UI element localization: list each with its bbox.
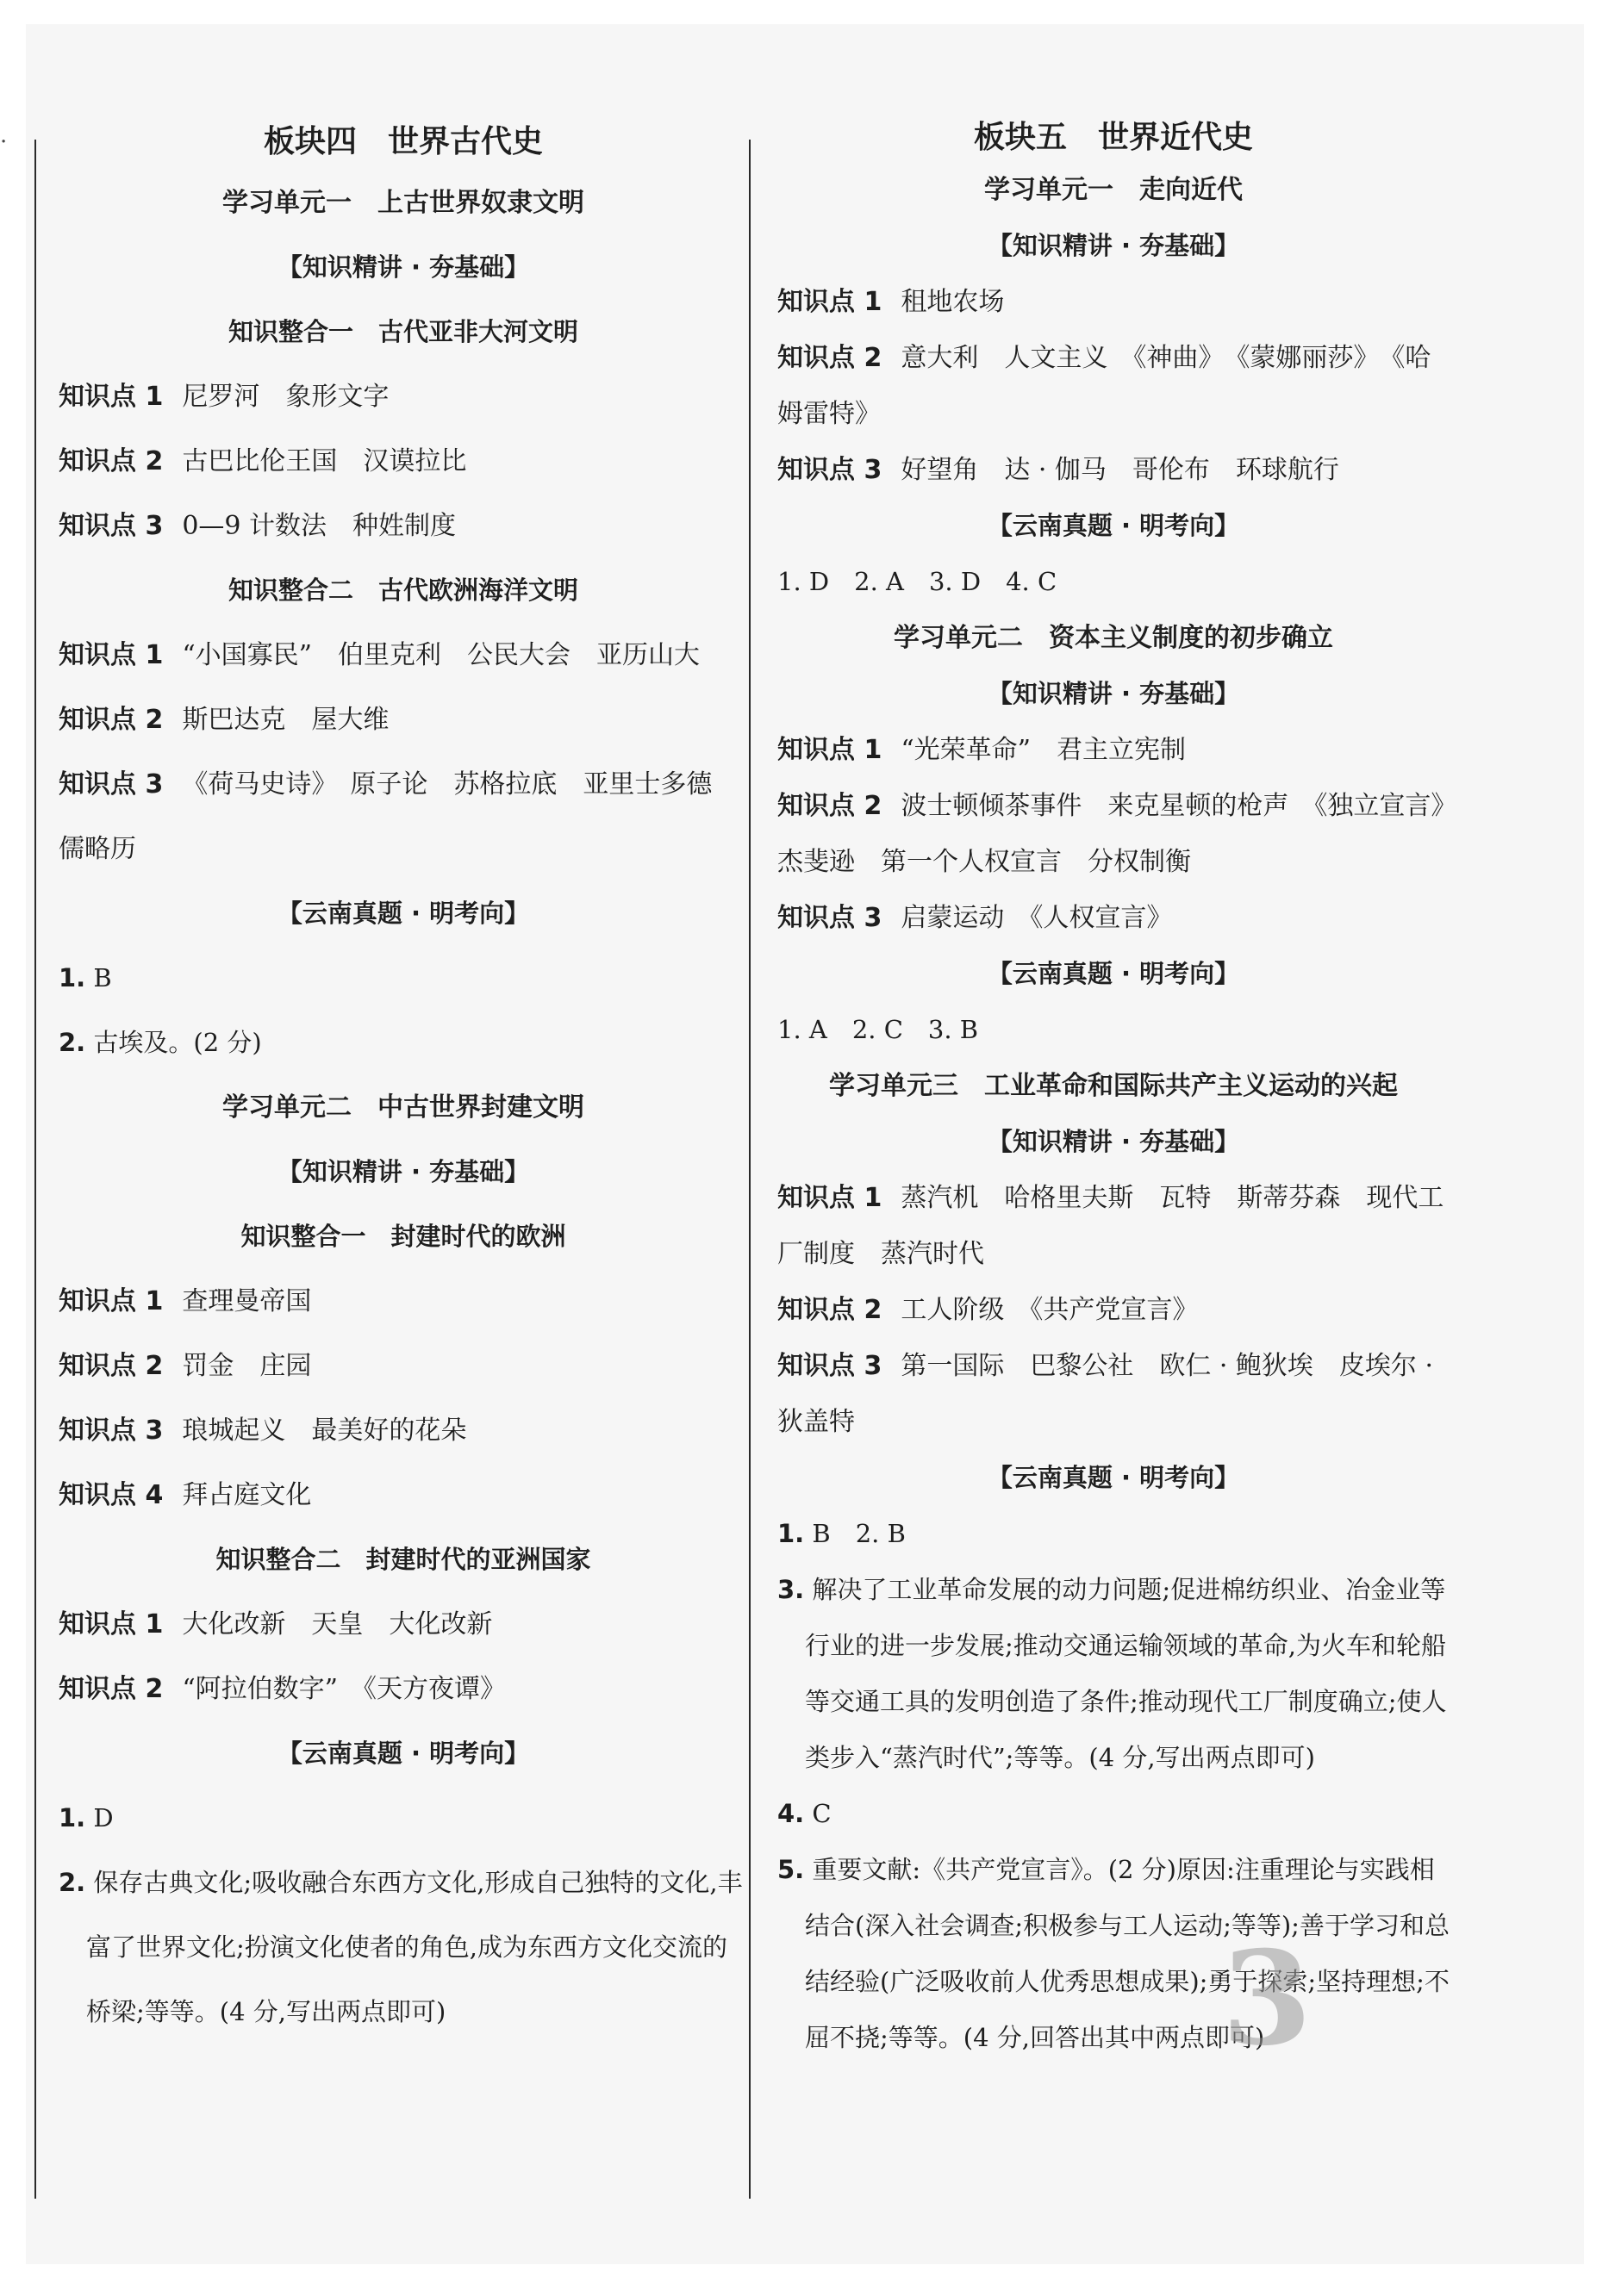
knowledge-point: 知识点 3 0—9 计数法 种姓制度 — [59, 511, 457, 541]
answer-item: 2. 古埃及。(2 分) — [59, 1028, 262, 1057]
section-head-exam: 【云南真题 · 明考向】 — [277, 1739, 530, 1768]
answer-item: 1. B — [59, 963, 112, 992]
knowledge-point: 知识点 3 第一国际 巴黎公社 欧仁 · 鲍狄埃 皮埃尔 · 狄盖特 — [777, 1351, 1434, 1437]
section-head-exam: 【云南真题 · 明考向】 — [277, 899, 530, 928]
left-column — [59, 114, 748, 2044]
answer-line: 1. D 2. A 3. D 4. C — [777, 567, 1057, 596]
knowledge-point: 知识点 4 拜占庭文化 — [59, 1480, 312, 1510]
section-head-knowledge: 【知识精讲 · 夯基础】 — [277, 1157, 530, 1186]
knowledge-point: 知识点 1 查理曼帝国 — [59, 1286, 312, 1316]
block-title-modern: 板块五 世界近代史 — [973, 120, 1253, 155]
integration-head: 知识整合二 封建时代的亚洲国家 — [215, 1545, 591, 1574]
knowledge-point: 知识点 1 尼罗河 象形文字 — [59, 382, 390, 412]
left-margin-rule — [34, 140, 36, 2199]
section-head-exam: 【云南真题 · 明考向】 — [987, 959, 1240, 988]
answer-item: 2. 保存古典文化;吸收融合东西方文化,形成自己独特的文化,丰富了世界文化;扮演文化使者的角色,成为东西方文化交流的桥梁;等等。(4 分,写出两点即可) — [59, 1868, 743, 2026]
integration-head: 知识整合一 封建时代的欧洲 — [240, 1222, 566, 1251]
section-head-knowledge: 【知识精讲 · 夯基础】 — [277, 252, 530, 282]
knowledge-point: 知识点 3 《荷马史诗》 原子论 苏格拉底 亚里士多德 儒略历 — [59, 769, 739, 864]
section-head-knowledge: 【知识精讲 · 夯基础】 — [987, 1127, 1240, 1156]
binding-edge-marks: · — [0, 129, 8, 155]
integration-head: 知识整合二 古代欧洲海洋文明 — [228, 576, 578, 605]
knowledge-point: 知识点 2 工人阶级 《共产党宣言》 — [777, 1295, 1199, 1325]
knowledge-point: 知识点 1 大化改新 天皇 大化改新 — [59, 1609, 493, 1640]
answer-item: 1. B 2. B — [777, 1519, 906, 1548]
knowledge-point: 知识点 2 罚金 庄园 — [59, 1351, 312, 1381]
section-head-exam: 【云南真题 · 明考向】 — [987, 511, 1240, 540]
knowledge-point: 知识点 1 租地农场 — [777, 287, 1005, 317]
knowledge-point: 知识点 3 启蒙运动 《人权宣言》 — [777, 903, 1173, 933]
section-head-knowledge: 【知识精讲 · 夯基础】 — [987, 231, 1240, 260]
knowledge-point: 知识点 2 意大利 人文主义 《神曲》 《蒙娜丽莎》 《哈姆雷特》 — [777, 343, 1431, 429]
knowledge-point: 知识点 2 “阿拉伯数字” 《天方夜谭》 — [59, 1674, 507, 1704]
unit-title: 学习单元一 走向近代 — [984, 175, 1243, 205]
answer-line: 1. A 2. C 3. B — [777, 1015, 979, 1044]
block-title-ancient: 板块四 世界古代史 — [263, 124, 543, 159]
unit-title: 学习单元二 中古世界封建文明 — [222, 1092, 584, 1123]
knowledge-point: 知识点 2 古巴比伦王国 汉谟拉比 — [59, 446, 467, 476]
page-number-mark: 3 — [1221, 1923, 1313, 2075]
right-column — [777, 114, 1470, 2075]
unit-title: 学习单元一 上古世界奴隶文明 — [222, 188, 584, 218]
integration-head: 知识整合一 古代亚非大河文明 — [228, 317, 578, 346]
answer-item: 4. C — [777, 1799, 832, 1828]
knowledge-point: 知识点 3 好望角 达 · 伽马 哥伦布 环球航行 — [777, 455, 1339, 485]
knowledge-point: 知识点 1 “光荣革命” 君主立宪制 — [777, 735, 1187, 765]
answer-item: 5. 重要文献:《共产党宣言》。(2 分)原因:注重理论与实践相结合(深入社会调查;积极参与工人运动;等等);善于学习和总结经验(广泛吸收前人优秀思想成果);勇于探索;坚持理想;不屈不挠;等等。(4 分,回答出其中两点即可) — [777, 1855, 1450, 2052]
knowledge-point: 知识点 2 斯巴达克 屋大维 — [59, 705, 390, 735]
answer-item: 1. D — [59, 1803, 114, 1832]
section-head-exam: 【云南真题 · 明考向】 — [987, 1463, 1240, 1492]
section-head-knowledge: 【知识精讲 · 夯基础】 — [987, 679, 1240, 708]
answer-item: 3. 解决了工业革命发展的动力问题;促进棉纺织业、冶金业等行业的进一步发展;推动交通运输领域的革命,为火车和轮船等交通工具的发明创造了条件;推动现代工厂制度确立;使人类步入“蒸汽时代”;等等。(4 分,写出两点即可) — [777, 1575, 1447, 1772]
column-divider — [749, 140, 751, 2199]
knowledge-point: 知识点 2 波士顿倾茶事件 来克星顿的枪声 《独立宣言》 杰斐逊 第一个人权宣言 分权制衡 — [777, 791, 1470, 877]
knowledge-point: 知识点 1 “小国寡民” 伯里克利 公民大会 亚历山大 — [59, 640, 701, 670]
knowledge-point: 知识点 1 蒸汽机 哈格里夫斯 瓦特 斯蒂芬森 现代工厂制度 蒸汽时代 — [777, 1183, 1444, 1269]
unit-title: 学习单元二 资本主义制度的初步确立 — [894, 623, 1333, 653]
unit-title: 学习单元三 工业革命和国际共产主义运动的兴起 — [829, 1071, 1398, 1101]
knowledge-point: 知识点 3 琅城起义 最美好的花朵 — [59, 1416, 467, 1446]
